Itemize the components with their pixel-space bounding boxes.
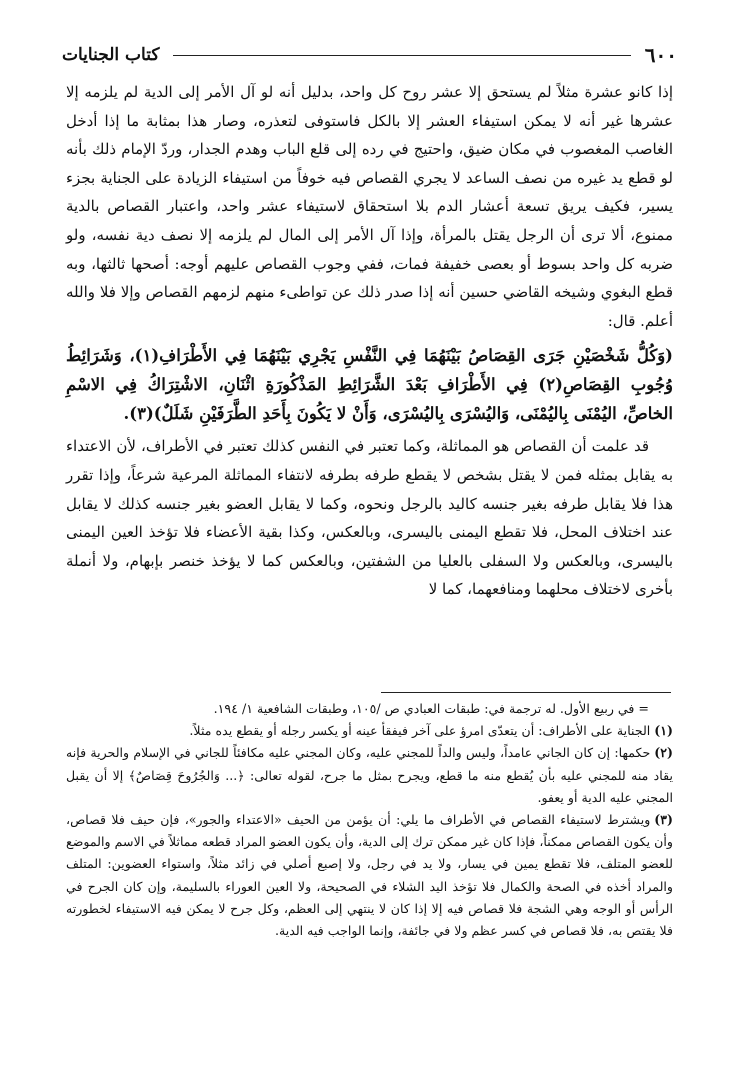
footnote-continuation: = في ربيع الأول. له ترجمة في: طبقات العبادي ص /١٠٥، وطبقات الشافعية ١/ ١٩٤. [213, 701, 649, 716]
footnote-3 [66, 809, 673, 942]
paragraph-1: إذا كانو عشرة مثلاً لم يستحق إلا عشر روح كل واحد، بدليل أنه لو آل الأمر إلى الدية لم يلزمه إلا عشرها غير أنه لا يمكن استيفاء العشر إلا بالكل فاستوفى لتعذره، وصار هذا بمثابة ما إذا أدخل الغاصب المغصوب في مكان ضيق، واحتيج في رده إلى قلع الباب وهدم الجدار، وردّ الإمام ذلك بأنه لو قطع يد غيره من نصف الساعد لا يجري القصاص فيه خوفاً من استيفاء الزيادة على الجناية بجزء يسير، فكيف يريق تسعة أعشار الدم بلا استحقاق لاستيفاء عشر واحد، واعتبار القصاص بالدية ممنوع، ألا ترى أن الرجل يقتل بالمرأة، وإذا آل الأمر إلى المال لم يلزمه إلا نصف دية نفسه، ولو ضربه كل واحد بسوط أو بعصى خفيفة فمات، ففي وجوب القصاص عليهم أوجه: أصحها ثالثها، وبه قطع البغوي وشيخه القاضي حسين أنه إذا صدر ذلك عن تواطىء منهم لزمهم القصاص وإلا فلا والله أعلم. قال: [66, 83, 673, 330]
page-header [62, 40, 677, 70]
header-rule [173, 55, 630, 56]
footnotes [66, 698, 673, 942]
footnote-2-text: حكمها: إن كان الجاني عامداً، وليس والداً للمجني عليه، وكان المجني عليه مكافئاً للجاني في الإسلام والحرية فإنه يقاد منه للمجني عليه بأن يُقطع منه ما قطع، ويجرح بمثل ما جرح، لقوله تعالى: ﴿... وَالجُرُوحَ قِصَاصٌ﴾ إلا أن يقبل المجني عليه الدية أو يعفو. [66, 745, 673, 805]
footnote-1-marker: (١) [654, 723, 673, 739]
main-text [66, 78, 673, 604]
footnote-2-marker: (٢) [654, 745, 673, 761]
paragraph-2: قد علمت أن القصاص هو المماثلة، وكما تعتبر في النفس كذلك تعتبر في الأطراف، لأن الاعتداء به يقابل بمثله فمن لا يقتل بشخص لا يقطع طرفه بطرفه لانتفاء المماثلة المرعية شرعاً، وإذا تقرر هذا فلا يقابل طرفه بغير جنسه كاليد بالرجل ونحوه، وكما لا يقابل العضو بغير جنسه كذلك لا يقابل عند اختلاف المحل، فلا تقطع اليمنى باليسرى، وبالعكس، وكذا بقية الأعضاء فلا تؤخذ العين اليمنى باليسرى، وبالعكس ولا السفلى بالعليا من الشفتين، وبالعكس كما لا يؤخذ خنصر بإبهام، ولا أنملة بأخرى لاختلاف محلهما ومنافعهما، كما لا [66, 437, 673, 599]
footnote-rule [381, 692, 671, 693]
footnote-3-text: ويشترط لاستيفاء القصاص في الأطراف ما يلي: أن يؤمن من الحيف «الاعتداء والجور»، فإن حيف فلا قصاص، وأن يكون القصاص ممكناً، فإذا كان غير ممكن ترك إلى الدية، وأن يكون العضو المراد قطعه مماثلاً في الاسم والموضع للعضو المتلف، فلا تقطع يمين في يسار، ولا يد في رجل، ولا إصبع أصلي في زائد مثلاً، واستواء العضوين: المتلف والمراد أخذه في الصحة والكمال فلا تؤخذ اليد الشلاء في الصحيحة، ولا العين العوراء بالسليمة، وإن كان الجرح في الرأس أو الوجه وهي الشجة فلا قصاص فيه إلا إذا كان لا ينتهي إلى العظم، وكل جرح لا يمكن فيه الاستيفاء لخطورته فلا يقتص به، فلا قصاص في كسر عظم ولا في جائفة، وإنما الواجب فيه الدية. [66, 812, 673, 939]
footnote-1 [66, 720, 673, 742]
matn-text: (وَكُلُّ شَخْصَيْنِ جَرَى القِصَاصُ بَيْنَهُمَا فِي النَّفْسِ يَجْرِي بَيْنَهُمَا فِي الأَطْرَافِ(١)، وَشَرَائِطُ وُجُوبِ القِصَاصِ(٢) فِي الأَطْرَافِ بَعْدَ الشَّرَائِطِ المَذْكُورَةِ اثْنَانِ، الاشْتِرَاكُ فِي الاسْمِ الخاصِّ، اليُمْنَى بِاليُمْنَى، وَاليُسْرَى بِاليُسْرَى، وَأَنْ لا يَكُونَ بِأَحَدِ الطَّرَفَيْنِ شَلَلٌ)(٣). [66, 346, 673, 424]
book-title: كتاب الجنايات [62, 45, 160, 65]
footnote-1-text: الجناية على الأطراف: أن يتعدّى امرؤ على آخر فيفقأ عينه أو يكسر رجله أو يقطع يده مثلاً. [189, 723, 651, 739]
footnote-3-marker: (٣) [654, 812, 673, 828]
page-number: ٦٠٠ [644, 43, 677, 67]
footnote-2 [66, 742, 673, 809]
